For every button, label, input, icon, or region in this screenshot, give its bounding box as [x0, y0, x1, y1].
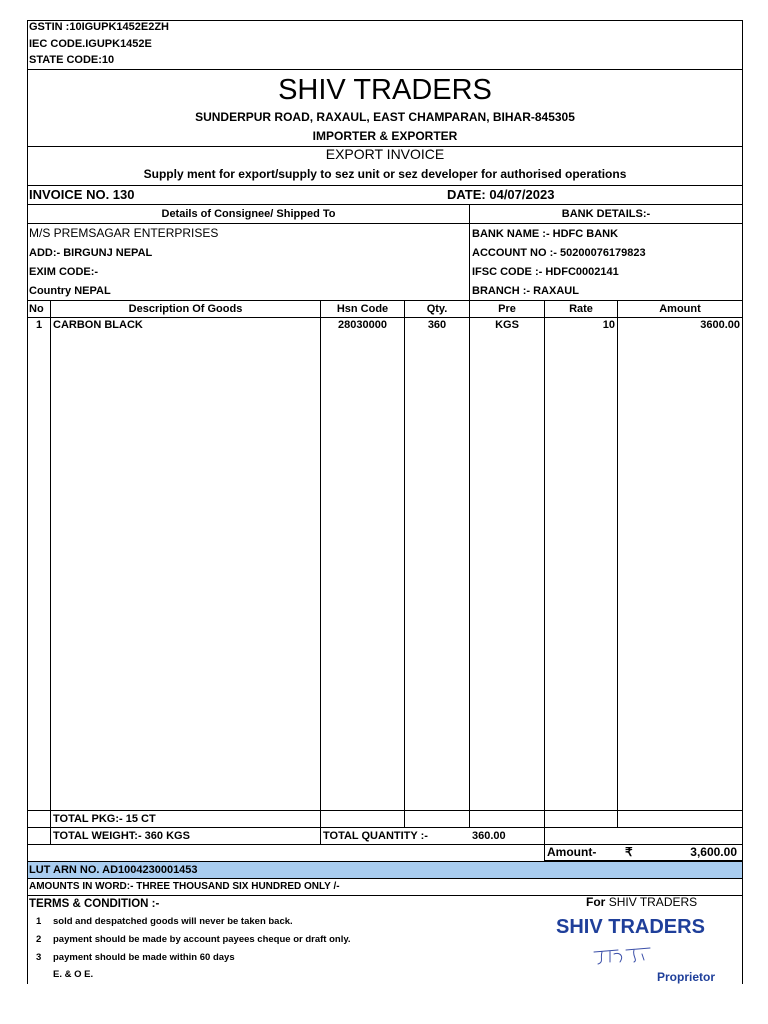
total-packages: TOTAL PKG:- 15 CT — [53, 813, 156, 825]
row-unit: KGS — [495, 319, 519, 331]
company-name: SHIV TRADERS — [278, 74, 492, 106]
amount-in-words: AMOUNTS IN WORD:- THREE THOUSAND SIX HUNDRED ONLY /- — [29, 881, 340, 892]
term-text-2: payment should be made by account payees cheque or draft only. — [53, 934, 351, 945]
col-header-rate: Rate — [569, 303, 593, 315]
consignee-heading: Details of Consignee/ Shipped To — [161, 208, 336, 220]
term-number-2: 2 — [36, 934, 42, 945]
total-quantity-label: TOTAL QUANTITY :- — [323, 830, 428, 842]
invoice-date: DATE: 04/07/2023 — [447, 187, 555, 202]
consignee-address: ADD:- BIRGUNJ NEPAL — [29, 247, 153, 259]
col-header-amount: Amount — [659, 303, 701, 315]
consignee-country: Country NEPAL — [29, 285, 111, 297]
supply-note: Supply ment for export/supply to sez unit or sez developer for authorised operations — [143, 167, 627, 181]
for-prefix: For — [586, 895, 606, 909]
term-number-3: 3 — [36, 952, 42, 963]
col-header-pre: Pre — [498, 303, 516, 315]
row-description: CARBON BLACK — [53, 319, 143, 331]
lut-arn: LUT ARN NO. AD1004230001453 — [29, 864, 198, 876]
for-company-name: SHIV TRADERS — [608, 895, 698, 909]
bank-name: BANK NAME :- HDFC BANK — [472, 228, 619, 240]
col-header-qty: Qty. — [426, 303, 448, 315]
total-quantity-value: 360.00 — [472, 830, 506, 842]
handwritten-signature — [590, 942, 660, 966]
amount-label: Amount- — [547, 845, 597, 859]
bank-ifsc: IFSC CODE :- HDFC0002141 — [472, 266, 619, 278]
state-code: STATE CODE:10 — [29, 54, 115, 66]
rupee-symbol: ₹ — [625, 845, 633, 859]
stamp-proprietor: Proprietor — [657, 970, 716, 984]
col-header-description: Description Of Goods — [128, 303, 243, 315]
row-amount: 3600.00 — [700, 319, 740, 331]
bank-account: ACCOUNT NO :- 50200076179823 — [472, 247, 646, 259]
invoice-number: INVOICE NO. 130 — [29, 187, 135, 202]
terms-heading: TERMS & CONDITION :- — [29, 898, 160, 910]
total-weight: TOTAL WEIGHT:- 360 KGS — [53, 830, 190, 842]
term-text-3: payment should be made within 60 days — [53, 952, 235, 963]
errors-omissions: E. & O E. — [53, 969, 94, 980]
bank-branch: BRANCH :- RAXAUL — [472, 285, 579, 297]
col-header-no: No — [29, 303, 44, 315]
row-qty: 360 — [427, 319, 447, 331]
term-text-1: sold and despatched goods will never be taken back. — [53, 916, 293, 927]
iec-code: IEC CODE.IGUPK1452E — [29, 38, 152, 50]
consignee-exim: EXIM CODE:- — [29, 266, 99, 278]
stamp-company-name: SHIV TRADERS — [556, 916, 705, 938]
document-title: EXPORT INVOICE — [325, 146, 445, 162]
for-company — [586, 895, 697, 910]
term-number-1: 1 — [36, 916, 42, 927]
row-rate: 10 — [602, 319, 615, 331]
row-hsn: 28030000 — [338, 319, 387, 331]
gstin: GSTIN :10IGUPK1452E2ZH — [29, 21, 169, 33]
company-role: IMPORTER & EXPORTER — [312, 129, 458, 143]
consignee-name: M/S PREMSAGAR ENTERPRISES — [29, 226, 219, 240]
bank-heading: BANK DETAILS:- — [561, 208, 651, 220]
grand-total: 3,600.00 — [690, 845, 737, 859]
company-address: SUNDERPUR ROAD, RAXAUL, EAST CHAMPARAN, BIHAR-845305 — [195, 110, 575, 124]
row-no: 1 — [35, 319, 43, 331]
col-header-hsn: Hsn Code — [336, 303, 389, 315]
